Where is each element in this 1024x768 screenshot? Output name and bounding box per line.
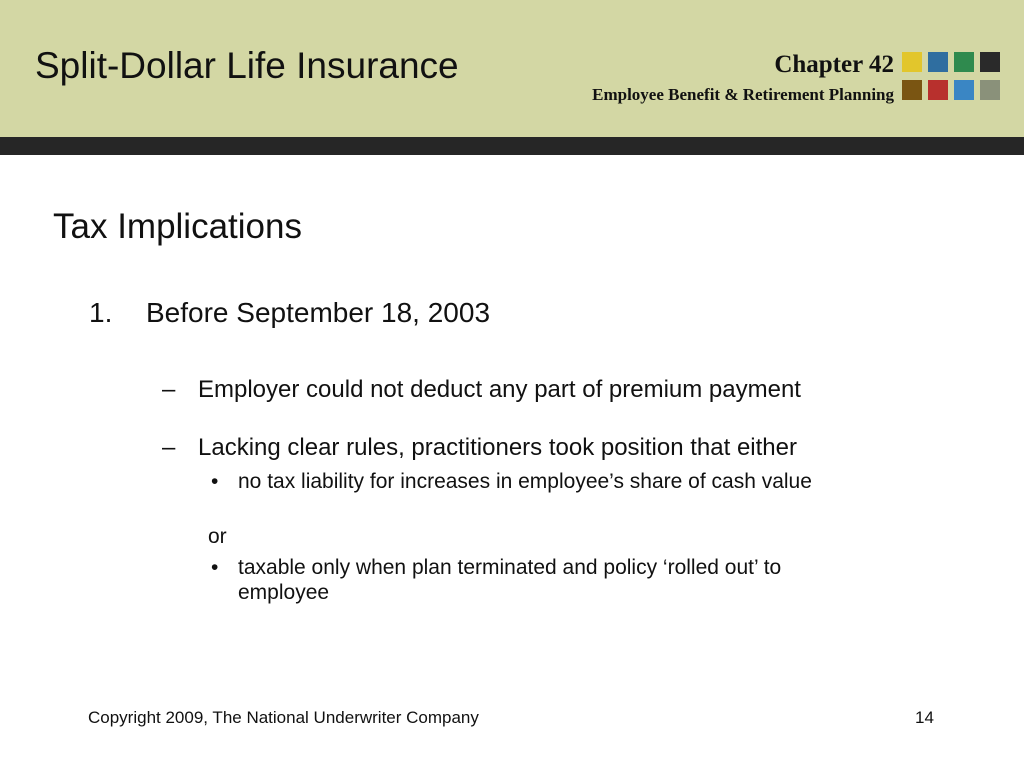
book-title: Employee Benefit & Retirement Planning bbox=[592, 85, 894, 104]
bullet-item bbox=[211, 555, 871, 605]
sub-item-text: Lacking clear rules, practitioners took position that either bbox=[198, 434, 797, 461]
chapter-label: Chapter 42 bbox=[774, 51, 894, 78]
numbered-item bbox=[89, 296, 490, 330]
item-number: 1. bbox=[89, 297, 113, 328]
header-divider-bar bbox=[0, 137, 1024, 155]
swatch-red bbox=[928, 80, 948, 100]
dash-marker: – bbox=[162, 376, 176, 403]
swatch-light-blue bbox=[954, 80, 974, 100]
sub-item bbox=[162, 434, 797, 462]
footer-copyright: Copyright 2009, The National Underwriter Company bbox=[88, 708, 479, 727]
swatch-yellow bbox=[902, 52, 922, 72]
bullet-item bbox=[211, 469, 891, 494]
section-title: Tax Implications bbox=[53, 207, 302, 246]
bullet-text: no tax liability for increases in employee’s share of cash value bbox=[238, 470, 812, 493]
sub-item bbox=[162, 376, 801, 404]
header-band bbox=[0, 0, 1024, 137]
dash-marker: – bbox=[162, 434, 176, 461]
color-swatch-grid bbox=[902, 52, 1006, 104]
bullet-marker: • bbox=[211, 556, 219, 579]
deck-title: Split-Dollar Life Insurance bbox=[35, 45, 459, 86]
page-number: 14 bbox=[915, 708, 934, 727]
item-text: Before September 18, 2003 bbox=[146, 297, 491, 328]
sub-item-text: Employer could not deduct any part of premium payment bbox=[198, 376, 801, 403]
bullet-text: taxable only when plan terminated and policy ‘rolled out’ to employee bbox=[238, 556, 782, 604]
bullet-marker: • bbox=[211, 470, 219, 493]
swatch-black bbox=[980, 52, 1000, 72]
swatch-brown bbox=[902, 80, 922, 100]
swatch-blue bbox=[928, 52, 948, 72]
or-connector: or bbox=[208, 525, 227, 548]
swatch-green bbox=[954, 52, 974, 72]
swatch-gray-green bbox=[980, 80, 1000, 100]
